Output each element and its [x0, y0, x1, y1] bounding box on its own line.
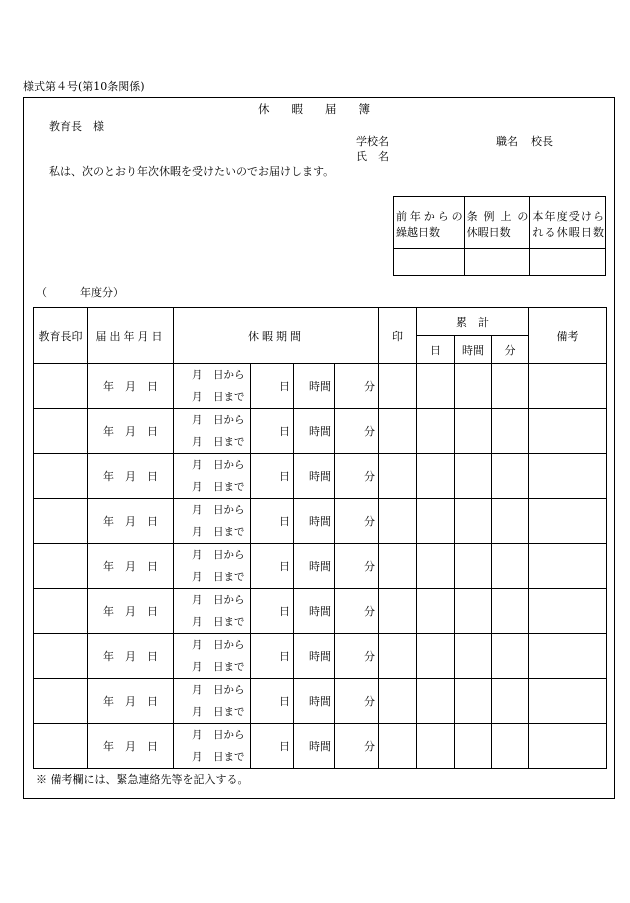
period-from: 月 日から: [192, 459, 245, 471]
cumulative-minutes-header: 分: [492, 336, 529, 364]
cumulative-hours-cell[interactable]: [455, 724, 492, 769]
days-cell[interactable]: 日: [251, 679, 294, 724]
cumulative-minutes-cell[interactable]: [492, 409, 529, 454]
minutes-cell[interactable]: 分: [335, 724, 379, 769]
hours-cell[interactable]: 時間: [294, 364, 335, 409]
period-from: 月 日から: [192, 594, 245, 606]
period-to: 月 日まで: [192, 391, 245, 403]
cumulative-day-cell[interactable]: [417, 724, 455, 769]
school-label: 学校名: [356, 135, 389, 148]
superintendent-seal-cell[interactable]: [34, 544, 88, 589]
cumulative-minutes-cell[interactable]: [492, 589, 529, 634]
available-days-header: 本年度受けら れる休暇日数: [530, 197, 606, 249]
period-from: 月 日から: [192, 369, 245, 381]
cumulative-hours-cell[interactable]: [455, 409, 492, 454]
leave-rows: [34, 364, 607, 769]
table-row: [34, 634, 607, 679]
leave-period-cell[interactable]: [174, 454, 251, 499]
superintendent-seal-cell[interactable]: [34, 409, 88, 454]
cumulative-hours-cell[interactable]: [455, 544, 492, 589]
cumulative-day-cell[interactable]: [417, 544, 455, 589]
cumulative-minutes-cell[interactable]: [492, 679, 529, 724]
hours-cell[interactable]: 時間: [294, 679, 335, 724]
table-row: [34, 499, 607, 544]
cumulative-day-cell[interactable]: [417, 364, 455, 409]
remarks-cell[interactable]: [529, 544, 607, 589]
period-to: 月 日まで: [192, 616, 245, 628]
hours-cell[interactable]: 時間: [294, 544, 335, 589]
period-from: 月 日から: [192, 414, 245, 426]
leave-period-cell[interactable]: [174, 409, 251, 454]
carryover-days-header: 前年からの 繰越日数: [394, 197, 465, 249]
superintendent-seal-cell[interactable]: [34, 364, 88, 409]
cumulative-hours-header: 時間: [455, 336, 492, 364]
cumulative-day-cell[interactable]: [417, 589, 455, 634]
filing-date-cell[interactable]: 年 月 日: [88, 409, 174, 454]
days-cell[interactable]: 日: [251, 454, 294, 499]
remarks-cell[interactable]: [529, 589, 607, 634]
period-to: 月 日まで: [192, 706, 245, 718]
days-cell[interactable]: 日: [251, 634, 294, 679]
minutes-cell[interactable]: 分: [335, 544, 379, 589]
cumulative-minutes-cell[interactable]: [492, 544, 529, 589]
seal-cell[interactable]: [379, 364, 417, 409]
superintendent-seal-cell[interactable]: [34, 589, 88, 634]
cumulative-day-cell[interactable]: [417, 499, 455, 544]
superintendent-seal-header: 教育長印: [34, 308, 88, 364]
days-cell[interactable]: 日: [251, 364, 294, 409]
cumulative-day-cell[interactable]: [417, 409, 455, 454]
carryover-days-value[interactable]: [394, 249, 465, 276]
period-to: 月 日まで: [192, 436, 245, 448]
superintendent-seal-cell[interactable]: [34, 499, 88, 544]
minutes-cell[interactable]: 分: [335, 589, 379, 634]
cumulative-day-cell[interactable]: [417, 634, 455, 679]
cumulative-minutes-cell[interactable]: [492, 499, 529, 544]
table-row: [34, 409, 607, 454]
minutes-cell[interactable]: 分: [335, 409, 379, 454]
period-from: 月 日から: [192, 684, 245, 696]
cumulative-hours-cell[interactable]: [455, 679, 492, 724]
cumulative-day-header: 日: [417, 336, 455, 364]
cumulative-minutes-cell[interactable]: [492, 634, 529, 679]
superintendent-seal-cell[interactable]: [34, 679, 88, 724]
period-to: 月 日まで: [192, 751, 245, 763]
leave-period-cell[interactable]: [174, 364, 251, 409]
available-days-value[interactable]: [530, 249, 606, 276]
minutes-cell[interactable]: 分: [335, 364, 379, 409]
remarks-header: 備考: [529, 308, 607, 364]
period-from: 月 日から: [192, 549, 245, 561]
filing-date-cell[interactable]: 年 月 日: [88, 589, 174, 634]
days-cell[interactable]: 日: [251, 589, 294, 634]
period-from: 月 日から: [192, 504, 245, 516]
fiscal-year-label: （ 年度分）: [36, 286, 124, 299]
period-from: 月 日から: [192, 639, 245, 651]
name-label: 氏 名: [356, 150, 389, 163]
seal-cell[interactable]: [379, 724, 417, 769]
filing-date-cell[interactable]: 年 月 日: [88, 454, 174, 499]
cumulative-hours-cell[interactable]: [455, 454, 492, 499]
remarks-cell[interactable]: [529, 634, 607, 679]
leave-period-cell[interactable]: [174, 544, 251, 589]
superintendent-seal-cell[interactable]: [34, 724, 88, 769]
period-to: 月 日まで: [192, 481, 245, 493]
hours-cell[interactable]: 時間: [294, 409, 335, 454]
filing-date-cell[interactable]: 年 月 日: [88, 544, 174, 589]
cumulative-minutes-cell[interactable]: [492, 724, 529, 769]
cumulative-hours-cell[interactable]: [455, 589, 492, 634]
cumulative-day-cell[interactable]: [417, 454, 455, 499]
superintendent-seal-cell[interactable]: [34, 634, 88, 679]
position-value: 校長: [531, 135, 553, 148]
form-number: 様式第４号(第10条関係): [23, 80, 145, 93]
table-row: [34, 589, 607, 634]
seal-cell[interactable]: [379, 454, 417, 499]
minutes-cell[interactable]: 分: [335, 679, 379, 724]
remarks-cell[interactable]: [529, 454, 607, 499]
period-from: 月 日から: [192, 729, 245, 741]
leave-table: [33, 307, 607, 769]
hours-cell[interactable]: 時間: [294, 499, 335, 544]
filing-date-cell[interactable]: 年 月 日: [88, 724, 174, 769]
days-cell[interactable]: 日: [251, 499, 294, 544]
remarks-cell[interactable]: [529, 679, 607, 724]
days-cell[interactable]: 日: [251, 544, 294, 589]
cumulative-hours-cell[interactable]: [455, 634, 492, 679]
period-to: 月 日まで: [192, 571, 245, 583]
leave-period-cell[interactable]: [174, 634, 251, 679]
leave-period-cell[interactable]: [174, 499, 251, 544]
seal-header: 印: [379, 308, 417, 364]
cumulative-hours-cell[interactable]: [455, 499, 492, 544]
minutes-cell[interactable]: 分: [335, 634, 379, 679]
table-row: [34, 544, 607, 589]
filing-date-cell[interactable]: 年 月 日: [88, 679, 174, 724]
hours-cell[interactable]: 時間: [294, 589, 335, 634]
summary-table: [393, 196, 606, 276]
cumulative-hours-cell[interactable]: [455, 364, 492, 409]
leave-period-header: 休暇期間: [174, 308, 379, 364]
cumulative-header: 累 計: [417, 308, 529, 336]
remarks-cell[interactable]: [529, 499, 607, 544]
seal-cell[interactable]: [379, 589, 417, 634]
filing-date-cell[interactable]: 年 月 日: [88, 499, 174, 544]
minutes-cell[interactable]: 分: [335, 454, 379, 499]
period-to: 月 日まで: [192, 661, 245, 673]
filing-date-header: 届出年月日: [88, 308, 174, 364]
form-title: 休暇届簿: [258, 102, 392, 116]
hours-cell[interactable]: 時間: [294, 724, 335, 769]
superintendent-seal-cell[interactable]: [34, 454, 88, 499]
statutory-days-value[interactable]: [464, 249, 530, 276]
seal-cell[interactable]: [379, 634, 417, 679]
cumulative-minutes-cell[interactable]: [492, 364, 529, 409]
remarks-cell[interactable]: [529, 364, 607, 409]
table-row: [34, 724, 607, 769]
seal-cell[interactable]: [379, 544, 417, 589]
minutes-cell[interactable]: 分: [335, 499, 379, 544]
position-label: 職名: [496, 135, 518, 148]
seal-cell[interactable]: [379, 679, 417, 724]
seal-cell[interactable]: [379, 409, 417, 454]
cumulative-day-cell[interactable]: [417, 679, 455, 724]
table-row: [34, 679, 607, 724]
filing-date-cell[interactable]: 年 月 日: [88, 634, 174, 679]
leave-period-cell[interactable]: [174, 724, 251, 769]
leave-period-cell[interactable]: [174, 589, 251, 634]
statutory-days-header: 条例上の 休暇日数: [464, 197, 530, 249]
remarks-cell[interactable]: [529, 409, 607, 454]
statement: 私は、次のとおり年次休暇を受けたいのでお届けします。: [49, 165, 335, 178]
days-cell[interactable]: 日: [251, 724, 294, 769]
cumulative-minutes-cell[interactable]: [492, 454, 529, 499]
table-row: [34, 454, 607, 499]
period-to: 月 日まで: [192, 526, 245, 538]
filing-date-cell[interactable]: 年 月 日: [88, 364, 174, 409]
footnote: ※ 備考欄には、緊急連絡先等を記入する。: [36, 773, 249, 786]
leave-period-cell[interactable]: [174, 679, 251, 724]
hours-cell[interactable]: 時間: [294, 454, 335, 499]
table-row: [34, 364, 607, 409]
days-cell[interactable]: 日: [251, 409, 294, 454]
hours-cell[interactable]: 時間: [294, 634, 335, 679]
addressee: 教育長 様: [49, 120, 104, 133]
seal-cell[interactable]: [379, 499, 417, 544]
remarks-cell[interactable]: [529, 724, 607, 769]
